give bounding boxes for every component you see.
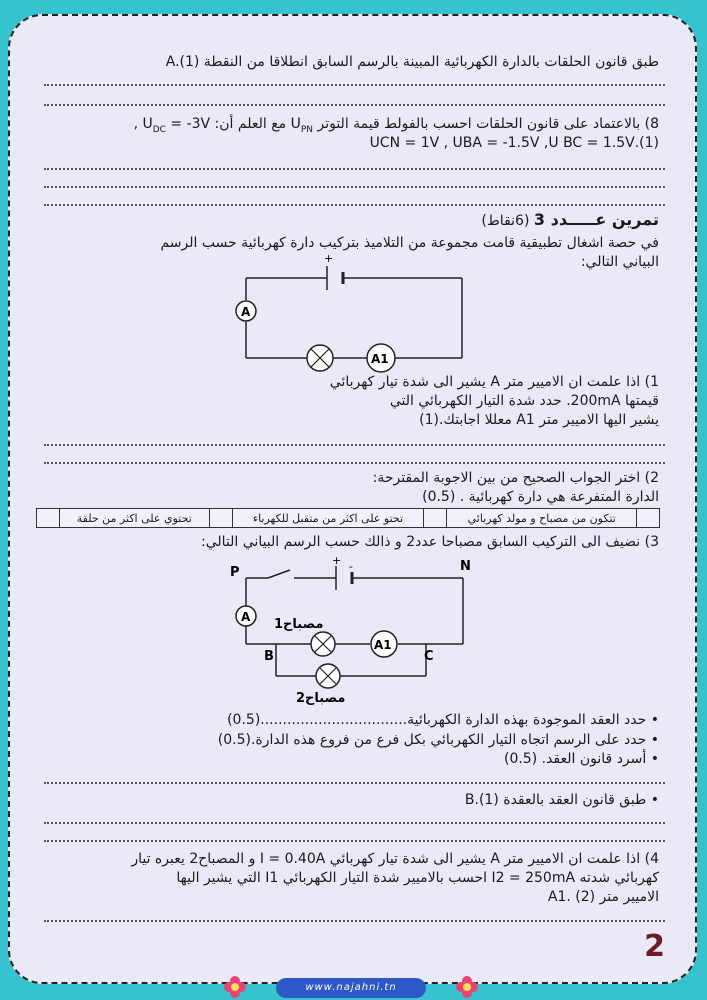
answer-line <box>44 782 665 784</box>
option-checkbox[interactable] <box>209 509 232 528</box>
answer-line <box>44 920 665 922</box>
lamp2-label: مصباح2 <box>296 691 346 706</box>
q2-line1: 2) اختر الجواب الصحيح من بين الاجوبة المقترحة: <box>372 470 659 486</box>
flower-icon <box>224 976 246 998</box>
node-n-label: N <box>460 559 471 574</box>
lamp1-icon <box>311 632 335 656</box>
bullet-2-text: حدد على الرسم اتجاه التيار الكهربائي بكل فرع من فروع هذه الدارة.(0.5) <box>217 732 647 748</box>
q1-line2: قيمتها 200mA. حدد شدة التيار الكهربائي التي <box>389 393 659 409</box>
page-number: 2 <box>644 929 665 964</box>
q8-sub: PN <box>300 124 314 135</box>
answer-line <box>44 168 665 170</box>
q1-line1: 1) اذا علمت ان الاميير متر A يشير الى شدة تيار كهربائي <box>329 374 659 390</box>
battery-minus-label: - <box>349 560 353 573</box>
answer-line <box>44 104 665 106</box>
battery-plus-label: + <box>332 556 342 567</box>
answer-line <box>44 204 665 206</box>
bullet-3-text: أسرد قانون العقد. (0.5) <box>503 751 647 767</box>
q4-line2: كهربائي شدته I2 = 250mA احسب بالاميير شدة التيار الكهربائي I1 التي يشير اليها <box>176 870 659 886</box>
option-checkbox[interactable] <box>637 509 660 528</box>
option-3: تحتوي على اكثر من حلقة <box>60 509 210 528</box>
lamp-icon <box>307 345 333 371</box>
ammeter-a1-label: A1 <box>371 352 389 366</box>
ammeter-a-label: A <box>241 610 251 624</box>
footer-url[interactable]: www.najahni.tn <box>276 978 426 998</box>
option-checkbox[interactable] <box>37 509 60 528</box>
circuit-diagram-2 <box>228 556 478 706</box>
ammeter-a1 <box>371 631 397 657</box>
answer-line <box>44 840 665 842</box>
q4-line3: الاميير متر A1. (2) <box>547 889 659 905</box>
bullet-3: • أسرد قانون العقد. (0.5) <box>503 751 659 767</box>
q3-line1: 3) نضيف الى التركيب السابق مصباحا عدد2 و ذالك حسب الرسم البياني التالي: <box>201 534 659 550</box>
q8-text: 8) بالاعتماد على قانون الحلقات احسب بالفولط قيمة التوتر U <box>290 116 659 132</box>
circuit-diagram-1 <box>232 250 472 375</box>
ammeter-a <box>236 301 256 321</box>
ammeter-a1 <box>367 344 395 372</box>
bullet-4: • طبق قانون العقد بالعقدة B.(1) <box>464 792 659 808</box>
q8-udc-sub: DC <box>152 124 166 135</box>
node-b-label: B <box>264 649 274 664</box>
answer-line <box>44 822 665 824</box>
q1-line3: يشير اليها الاميير متر A1 معللا اجابتك.(1) <box>419 412 659 428</box>
answer-line <box>44 444 665 446</box>
lamp2-icon <box>316 664 340 688</box>
q8-line2: (1).UCN = 1V , UBA = -1.5V ,U BC = 1.5V <box>369 135 659 151</box>
bullet-1: • حدد العقد الموجودة بهذه الدارة الكهربائية.................................(0.5) <box>227 712 659 728</box>
node-p-label: P <box>230 565 240 580</box>
ex3-intro-1: في حصة اشغال تطبيقية قامت مجموعة من التلاميذ بتركيب دارة كهربائية حسب الرسم <box>160 235 659 251</box>
answer-line <box>44 84 665 86</box>
option-2: تحتو على اكثر من متقبل للكهرباء <box>232 509 424 528</box>
q2-options-table <box>36 508 660 528</box>
answer-line <box>44 462 665 464</box>
ammeter-a1-label: A1 <box>374 638 392 652</box>
ammeter-a <box>236 606 256 626</box>
ammeter-a-label: A <box>241 305 251 319</box>
lamp1-label: مصباح1 <box>274 617 324 632</box>
q8-udc-val: = -3V , <box>133 116 211 132</box>
battery-plus-label: + <box>324 252 334 265</box>
exercise-3-title: تمرين عـــــدد 3 <box>533 210 659 229</box>
node-c-label: C <box>424 649 434 664</box>
q-apply-loop: طبق قانون الحلقات بالدارة الكهربائية المبينة بالرسم السابق انطلاقا من النقطة A.(1) <box>165 54 659 70</box>
q4-line1: 4) اذا علمت ان الاميير متر A يشير الى شدة تيار كهربائي I = 0.40A و المصباح2 يعبره تيار <box>131 851 659 867</box>
exercise-3-heading <box>42 211 659 230</box>
option-1: تتكون من مصباح و مولد كهربائي <box>447 509 637 528</box>
bullet-1-text: حدد العقد الموجودة بهذه الدارة الكهربائية.................................(0.5) <box>227 712 647 728</box>
option-checkbox[interactable] <box>424 509 447 528</box>
q2-line2: الدارة المتفرعة هي دارة كهربائية . (0.5) <box>422 489 659 505</box>
flower-icon <box>456 976 478 998</box>
q8-text2: مع العلم أن: U <box>142 116 291 132</box>
exercise-3-points: (6نقاط) <box>481 213 530 229</box>
answer-line <box>44 186 665 188</box>
ex3-intro-2: البياني التالي: <box>580 254 659 270</box>
bullet-2: • حدد على الرسم اتجاه التيار الكهربائي بكل فرع من فروع هذه الدارة.(0.5) <box>217 732 659 748</box>
bullet-4-text: طبق قانون العقد بالعقدة B.(1) <box>464 792 647 808</box>
